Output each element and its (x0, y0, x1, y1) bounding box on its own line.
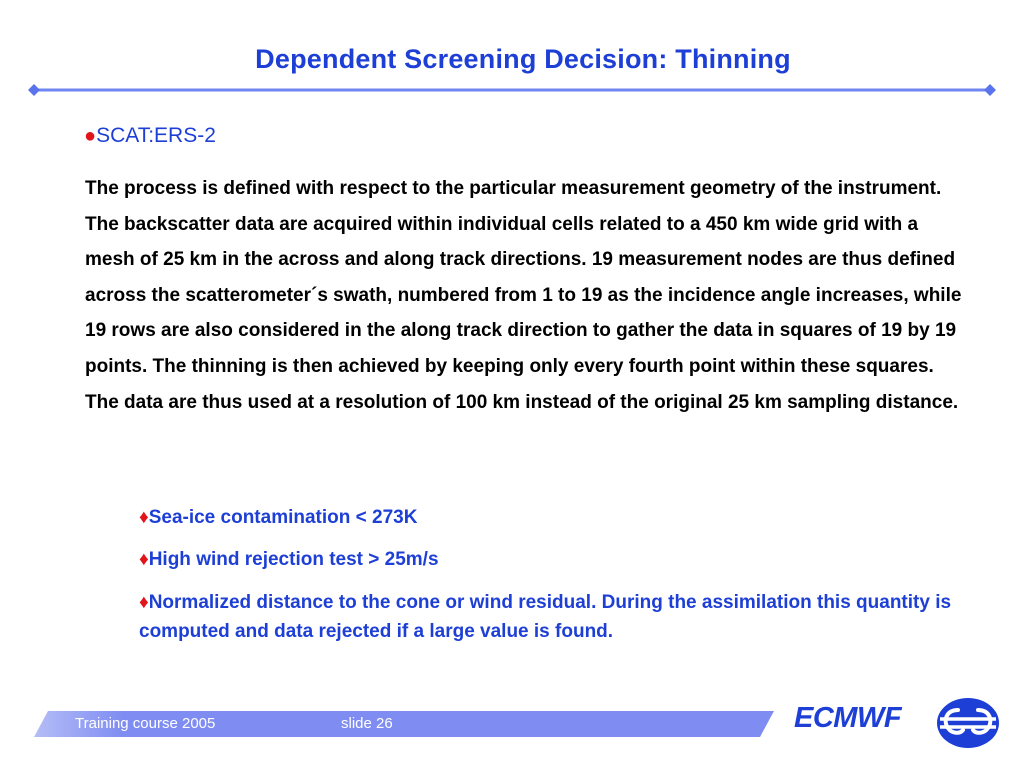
diamond-bullet-icon: ♦ (139, 549, 149, 570)
diamond-bullet-icon: ♦ (139, 507, 149, 528)
sub-item-text: High wind rejection test > 25m/s (148, 549, 439, 570)
sub-item-high-wind (139, 545, 969, 574)
title-divider (28, 84, 996, 96)
section-bullet-label: SCAT:ERS-2 (96, 124, 216, 147)
footer-course-label: Training course 2005 (75, 715, 216, 732)
sub-item-normalized-distance (139, 588, 969, 646)
slide-title: Dependent Screening Decision: Thinning (255, 44, 791, 74)
sub-item-text: Sea-ice contamination < 273K (148, 507, 418, 528)
bullet-dot-icon: ● (84, 125, 97, 147)
diamond-bullet-icon: ♦ (139, 592, 149, 613)
ecmwf-logo-text: ECMWF (794, 702, 902, 734)
footer-slide-number: slide 26 (341, 715, 393, 732)
sub-item-sea-ice (139, 503, 969, 532)
section-bullet (84, 124, 216, 148)
sub-item-text: Normalized distance to the cone or wind residual. During the assimilation this quantity is computed and data rejected if a large value is found. (139, 592, 952, 642)
ecmwf-emblem-icon (936, 697, 1000, 749)
body-paragraph: The process is defined with respect to the particular measurement geometry of the instrument. The backscatter data are acquired within individual cells related to a 450 km wide grid with a mesh of 25 km in the across and along track directions. 19 measurement nodes are thus defined across the scatterometer´s swath, numbered from 1 to 19 as the incidence angle increases, while 19 rows are also considered in the along track direction to gather the data in squares of 19 by 19 points. The thinning is then achieved by keeping only every fourth point within these squares. The data are thus used at a resolution of 100 km instead of the original 25 km sampling distance. (85, 178, 962, 413)
